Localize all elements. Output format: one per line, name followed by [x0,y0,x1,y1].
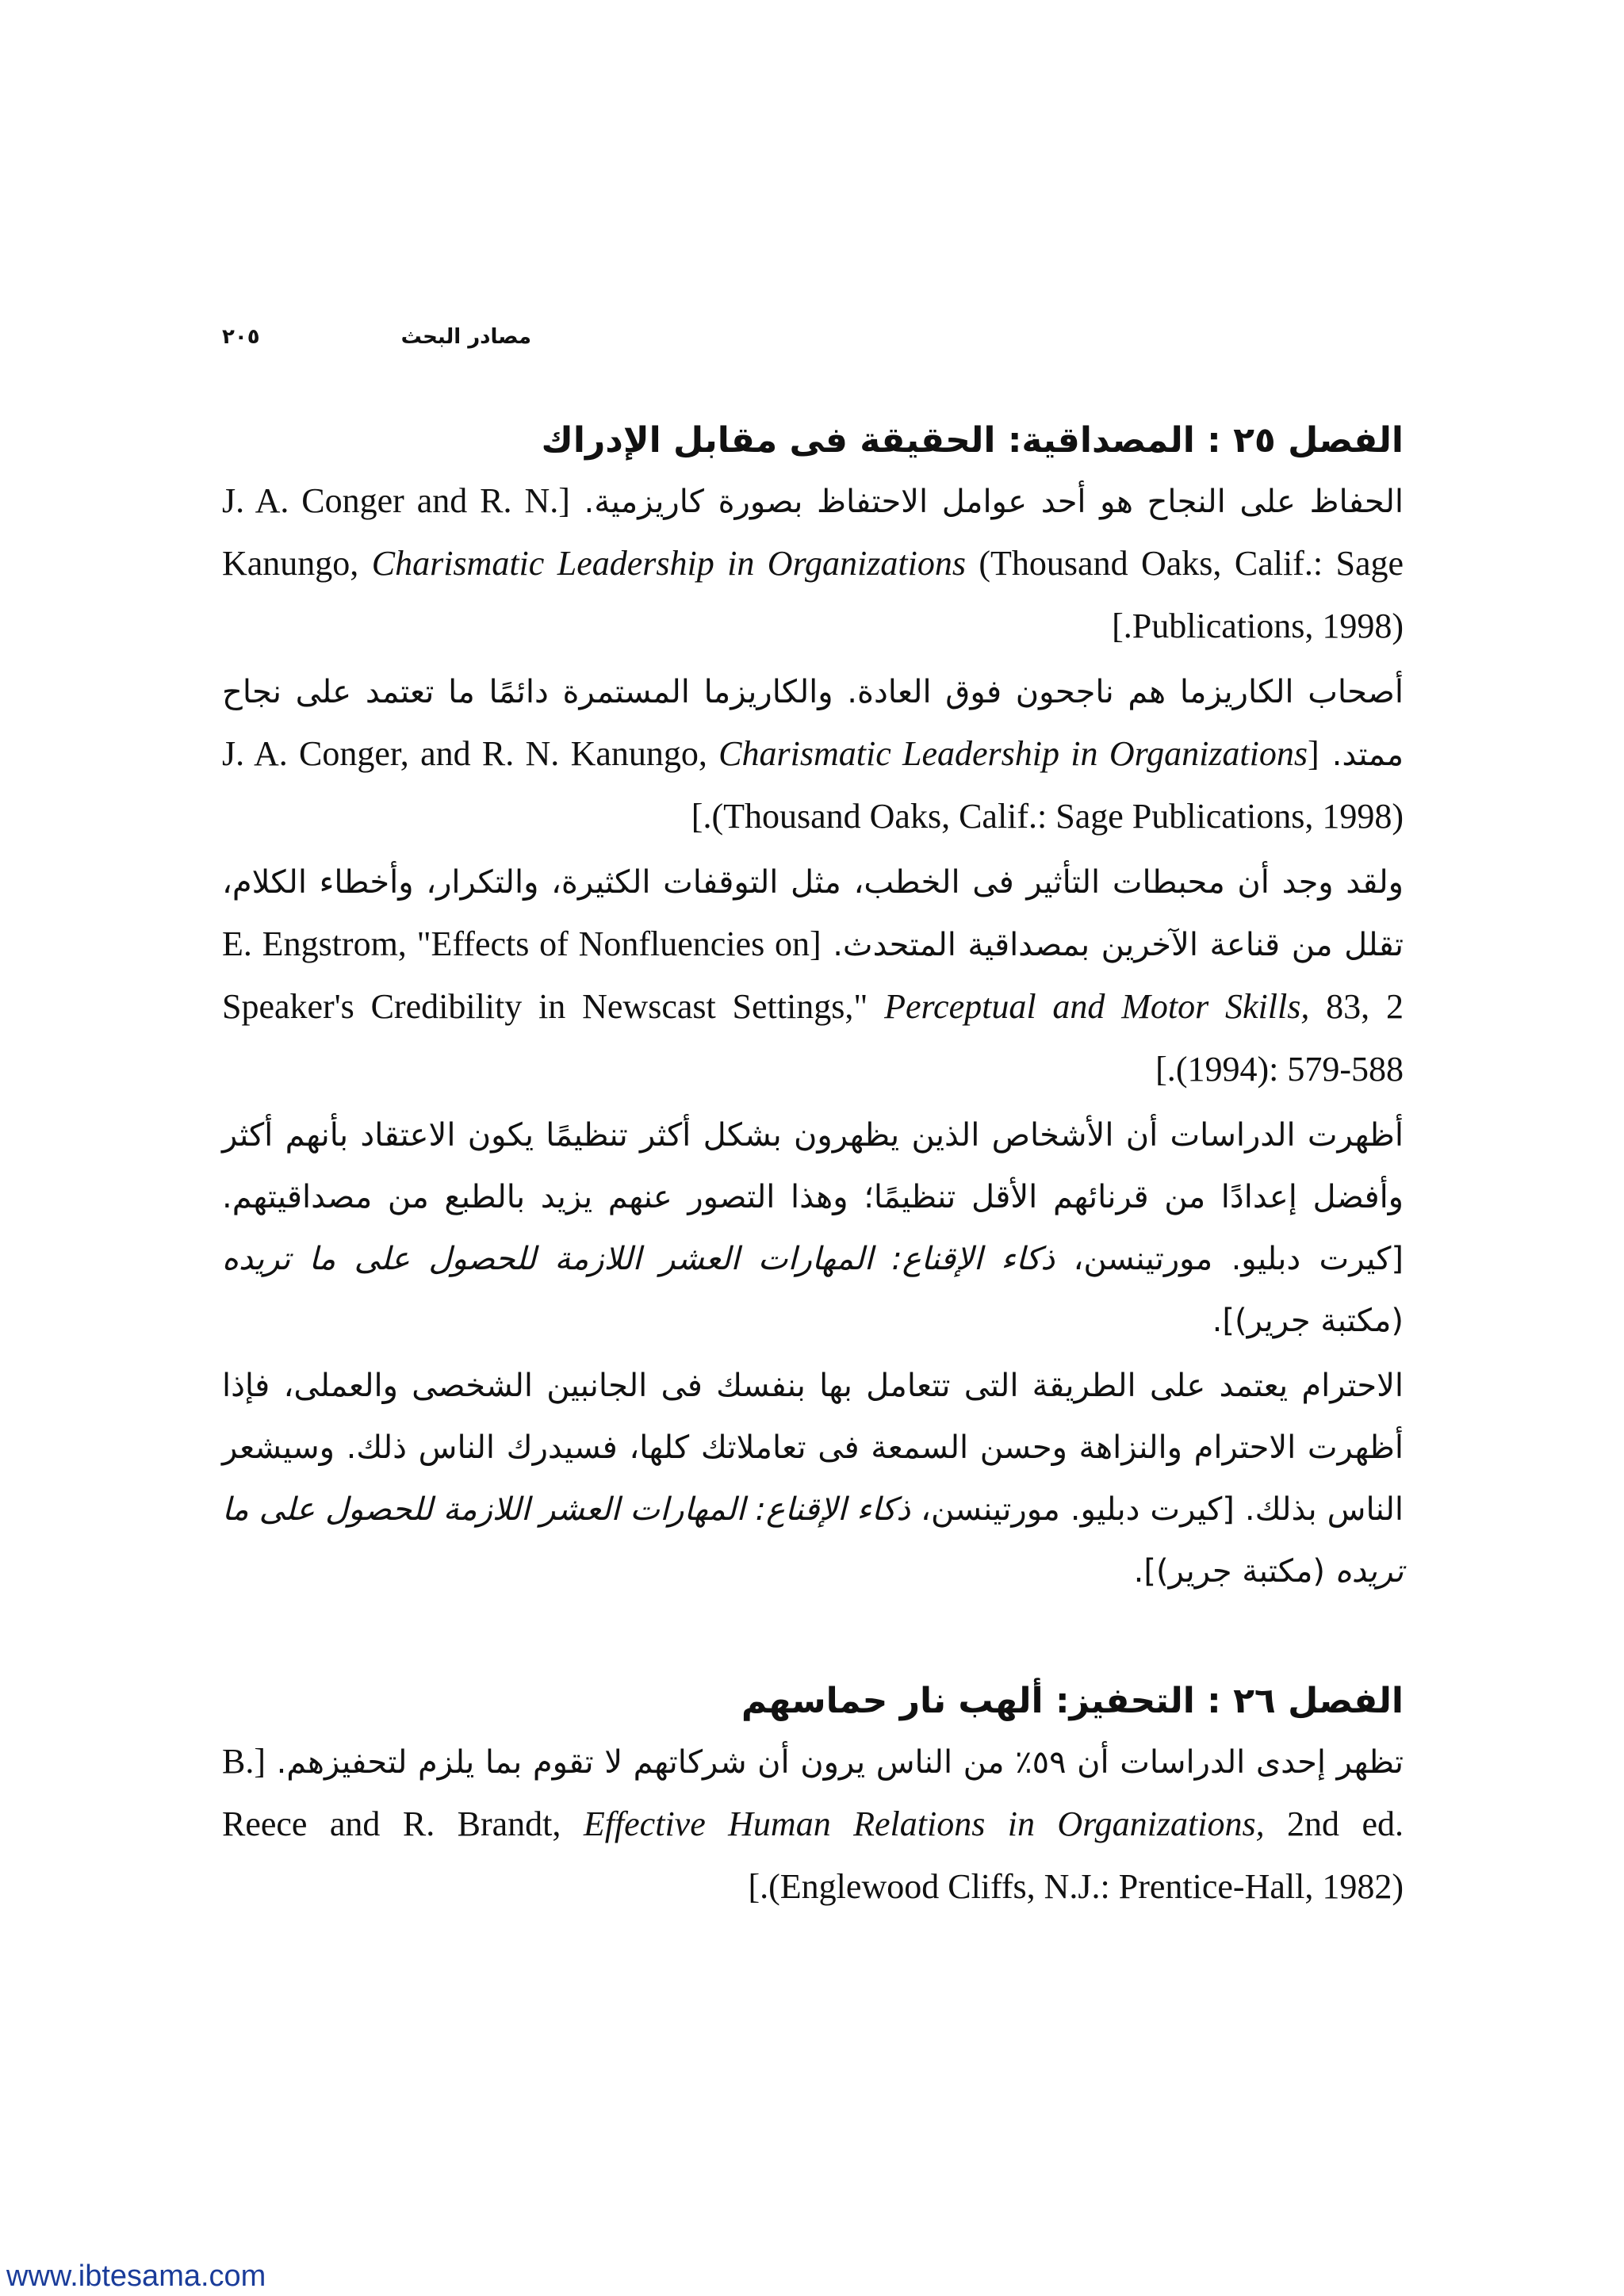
citation-authors: [J. A. Conger and R. N. Kanungo, [222,481,570,583]
paragraph-text: أظهرت الدراسات أن الأشخاص الذين يظهرون بشكل أكثر تنظيمًا يكون الاعتقاد بأنهم أكثر وأفضل إعدادًا من قرنائهم الأقل تنظيمًا؛ وهذا التصور عنهم يزيد بالطبع من مصداقيتهم. [222,1117,1404,1215]
citation-title: ذكاء الإقناع: المهارات العشر اللازمة للحصول على ما تريده [222,1491,1404,1590]
page-number: ٢٠٥ [222,325,260,349]
citation-authors: [B. Reece and R. Brandt, [222,1742,584,1843]
reference-paragraph [222,1355,1404,1602]
reference-paragraph [222,851,1404,1101]
citation-authors: [J. A. Conger, and R. N. Kanungo, [222,734,1320,773]
citation-title: Effective Human Relations in Organizations, [583,1804,1265,1843]
paragraph-text: ولقد وجد أن محبطات التأثير فى الخطب، مثل التوقفات الكثيرة، والتكرار، وأخطاء الكلام، تقلل من قناعة الآخرين بمصداقية المتحدث. [222,864,1404,963]
reference-paragraph [222,1731,1404,1919]
citation-details: (Thousand Oaks, Calif.: Sage Publications, 1998).] [691,797,1404,836]
running-title: مصادر البحث [400,325,531,349]
citation-details: 83, 2 (1994): 579-588.] [1155,987,1404,1089]
paragraph-text: الاحترام يعتمد على الطريقة التى تتعامل بها بنفسك فى الجانبين الشخصى والعملى، فإذا أظهرت الاحترام والنزاهة وحسن السمعة فى تعاملاتك كلها، فسيدرك الناس ذلك. وسيشعر الناس بذلك. [222,1368,1404,1528]
chapter-25 [222,420,1404,1602]
citation-title: Perceptual and Motor Skills, [884,987,1310,1026]
citation-authors: [كيرت دبليو. مورتينسن، [910,1491,1235,1528]
running-header [222,325,531,349]
paragraph-text: الحفاظ على النجاح هو أحد عوامل الاحتفاظ بصورة كاريزمية. [584,484,1404,520]
reference-paragraph [222,470,1404,658]
chapter-26 [222,1681,1404,1919]
citation-details: (مكتبة جرير)]. [1212,1303,1404,1339]
reference-paragraph [222,1104,1404,1352]
citation-details: (Thousand Oaks, Calif.: Sage Publications, 1998).] [965,544,1404,645]
chapter-title: الفصل ٢٥ : المصداقية: الحقيقة فى مقابل الإدراك [541,420,1404,461]
citation-title: Charismatic Leadership in Organizations [371,544,966,583]
citation-title: Charismatic Leadership in Organizations [718,734,1308,773]
chapter-title: الفصل ٢٦ : التحفيز: ألهب نار حماسهم [741,1681,1404,1721]
paragraph-text: تظهر إحدى الدراسات أن ٥٩٪ من الناس يرون أن شركاتهم لا تقوم بما يلزم لتحفيزهم. [276,1744,1404,1781]
footer-url[interactable]: www.ibtesama.com [6,2260,266,2293]
citation-details: (مكتبة جرير)]. [1133,1553,1335,1590]
paragraph-text: أصحاب الكاريزما هم ناجحون فوق العادة. والكاريزما المستمرة دائمًا ما تعتمد على نجاح ممتد. [222,674,1404,773]
reference-paragraph [222,661,1404,848]
citation-authors: [E. Engstrom, "Effects of Nonfluencies on Speaker's Credibility in Newscast Settings," [222,924,885,1026]
citation-details: 2nd ed. (Englewood Cliffs, N.J.: Prentice-Hall, 1982).] [748,1804,1404,1906]
citation-title: ذكاء الإقناع: المهارات العشر اللازمة للحصول على ما تريده [222,1241,1055,1277]
citation-authors: [كيرت دبليو. مورتينسن، [1055,1241,1404,1277]
